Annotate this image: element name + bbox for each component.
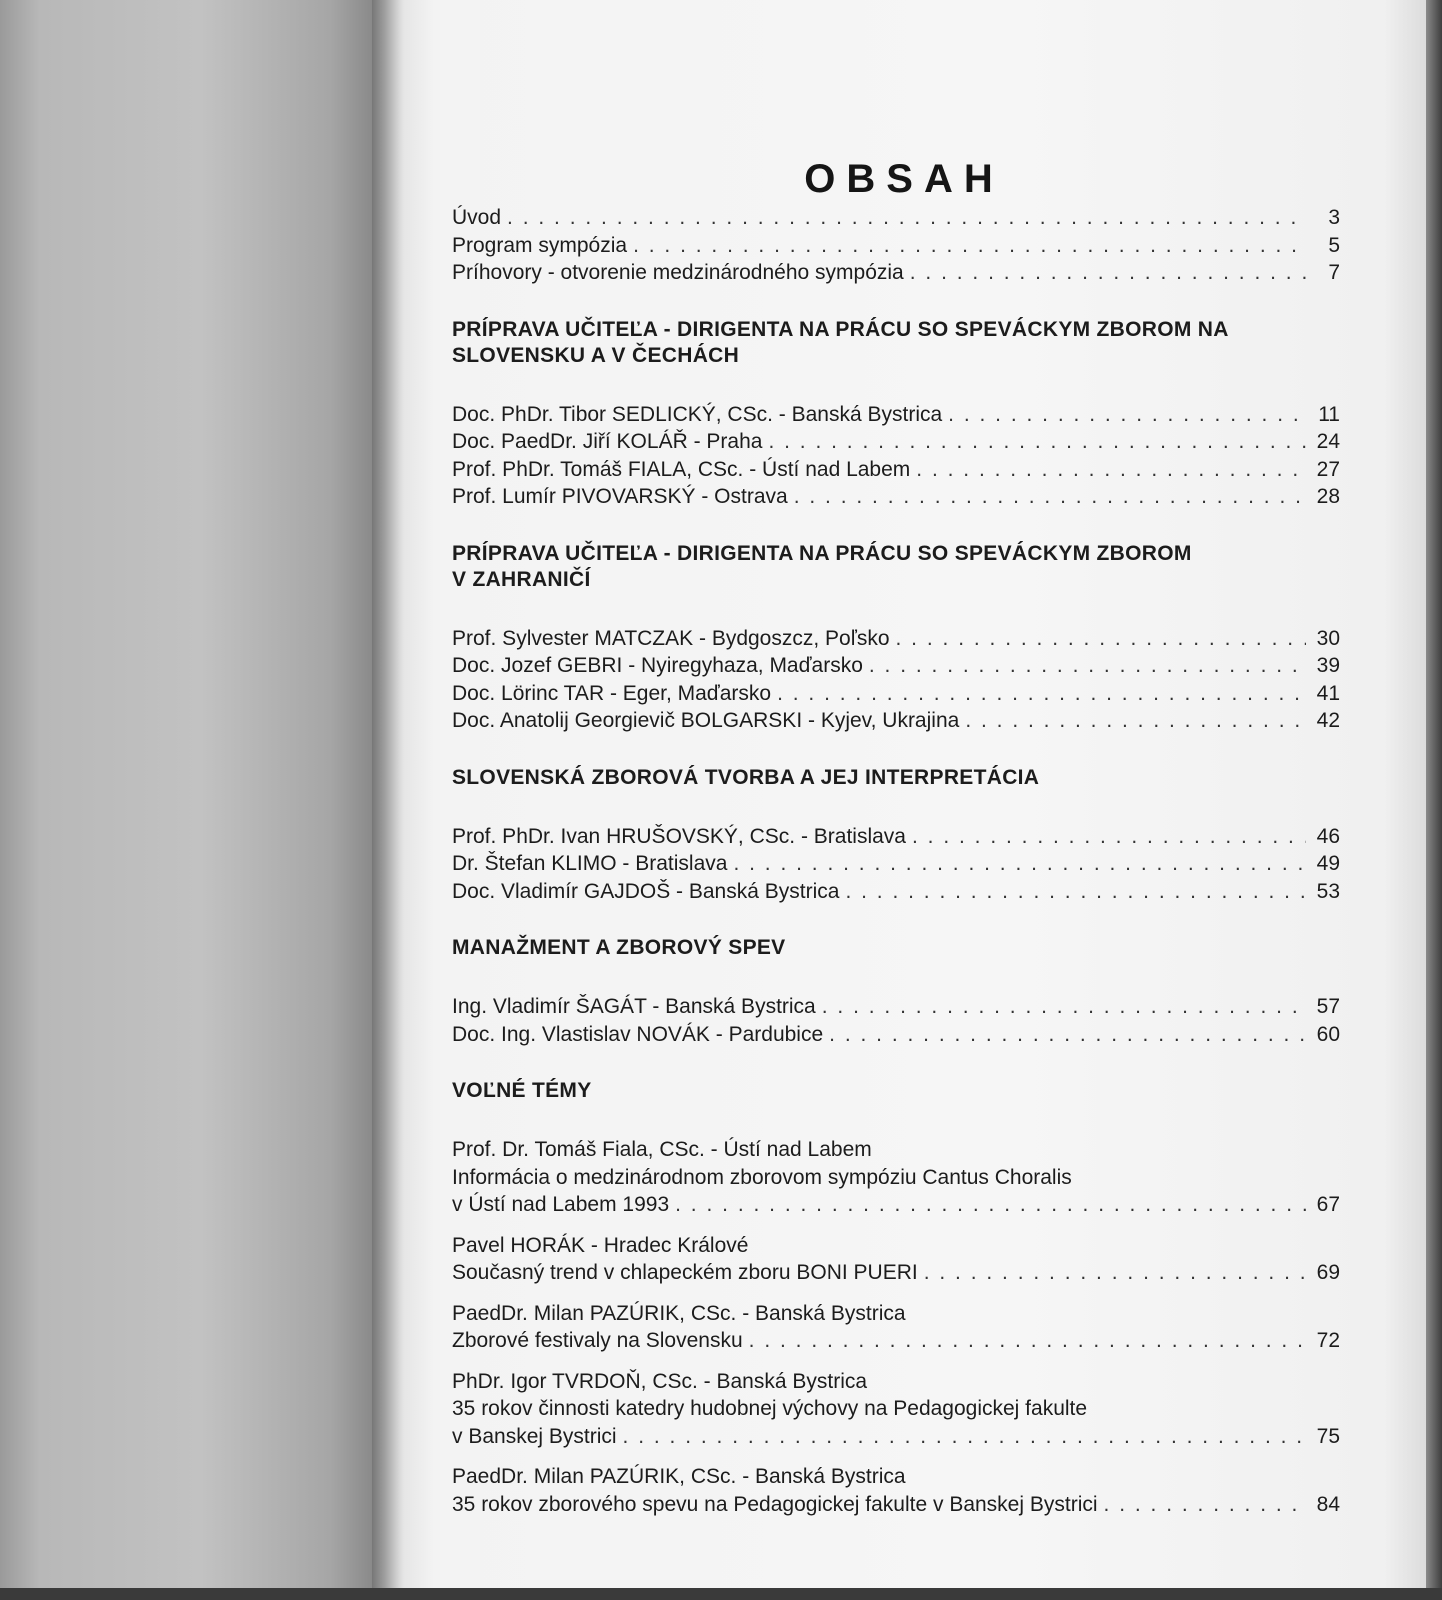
entry-page: 57 <box>1316 995 1340 1018</box>
entry-text: Doc. Anatolij Georgievič BOLGARSKI - Kyjev, Ukrajina <box>452 709 960 732</box>
page-bottom-edge <box>0 1588 1442 1600</box>
toc-topic <box>452 1136 1340 1219</box>
toc-entry <box>452 823 1340 851</box>
entry-page: 42 <box>1316 709 1340 732</box>
entry-page: 11 <box>1318 402 1340 426</box>
entry-page: 72 <box>1316 1329 1340 1352</box>
dot-leader <box>916 456 1306 484</box>
dot-leader <box>869 652 1306 680</box>
entry-text: Prof. Sylvester MATCZAK - Bydgoszcz, Poľsko <box>452 626 890 650</box>
dot-leader <box>822 993 1306 1021</box>
toc-entry <box>452 1259 1340 1287</box>
dot-leader <box>675 1191 1306 1219</box>
dot-leader <box>948 401 1306 429</box>
toc-entry <box>452 456 1340 484</box>
entry-page: 75 <box>1316 1424 1340 1448</box>
entry-text: Doc. PaedDr. Jiří KOLÁŘ - Praha <box>452 430 763 453</box>
entry-text: Dr. Štefan KLIMO - Bratislava <box>452 852 728 875</box>
dot-leader <box>896 625 1306 653</box>
section-title <box>452 541 1340 593</box>
entry-page: 3 <box>1328 206 1340 229</box>
toc-entry <box>452 850 1340 878</box>
entry-page: 39 <box>1316 654 1340 677</box>
entry-text: Príhovory - otvorenie medzinárodného sympózia <box>452 261 904 284</box>
section-title-line: V ZAHRANIČÍ <box>452 567 591 591</box>
dot-leader <box>912 823 1306 851</box>
topic-line: PhDr. Igor TVRDOŇ, CSc. - Banská Bystrica <box>452 1369 868 1393</box>
entry-text: Zborové festivaly na Slovensku <box>452 1329 743 1352</box>
toc-entry <box>452 625 1340 653</box>
section-entries <box>452 993 1340 1048</box>
dot-leader <box>777 680 1306 708</box>
topic-line: 35 rokov činnosti katedry hudobnej výchovy na Pedagogickej fakulte <box>452 1397 1088 1420</box>
entry-page: 67 <box>1316 1193 1340 1216</box>
topic-line: PaedDr. Milan PAZÚRIK, CSc. - Banská Bystrica <box>452 1301 906 1325</box>
entry-page: 46 <box>1316 824 1340 848</box>
entry-text: Doc. Jozef GEBRI - Nyiregyhaza, Maďarsko <box>452 654 863 677</box>
entry-text: Doc. Ing. Vlastislav NOVÁK - Pardubice <box>452 1022 824 1046</box>
entry-text: v Ústí nad Labem 1993 <box>452 1193 670 1216</box>
section-title <box>452 1078 1340 1104</box>
entry-text: Doc. Vladimír GAJDOŠ - Banská Bystrica <box>452 879 840 903</box>
dot-leader <box>507 204 1306 232</box>
section-title-line: PRÍPRAVA UČITEĽA - DIRIGENTA NA PRÁCU SO SPEVÁCKYM ZBOROM <box>452 541 1192 565</box>
entry-text: Současný trend v chlapeckém zboru BONI PUERI <box>452 1261 918 1284</box>
page-title: OBSAH <box>804 156 1004 201</box>
dot-leader <box>829 1021 1306 1049</box>
entry-text: Prof. Lumír PIVOVARSKÝ - Ostrava <box>452 485 788 508</box>
toc-entry <box>452 401 1340 429</box>
toc-entry <box>452 428 1340 456</box>
entry-text: Doc. PhDr. Tibor SEDLICKÝ, CSc. - Banská Bystrica <box>452 402 943 426</box>
intro-entries <box>452 204 1340 287</box>
book-gutter <box>372 0 406 1600</box>
section-title-line: SLOVENSKÁ ZBOROVÁ TVORBA A JEJ INTERPRETÁCIA <box>452 765 1040 789</box>
dot-leader <box>910 259 1306 287</box>
section-title <box>452 935 1340 961</box>
entry-page: 27 <box>1316 457 1340 481</box>
toc-entry <box>452 1021 1340 1049</box>
toc-topic <box>452 1368 1340 1451</box>
entry-page: 69 <box>1316 1261 1340 1284</box>
toc-entry <box>452 1191 1340 1219</box>
entry-page: 24 <box>1316 430 1340 453</box>
section-entries <box>452 625 1340 735</box>
toc-entry <box>452 232 1340 260</box>
dot-leader <box>794 483 1306 511</box>
entry-text: Prof. PhDr. Ivan HRUŠOVSKÝ, CSc. - Bratislava <box>452 824 906 848</box>
entry-page: 53 <box>1316 879 1340 903</box>
table-of-contents <box>452 204 1340 1518</box>
section-title-line: SLOVENSKU A V ČECHÁCH <box>452 343 740 367</box>
toc-topic <box>452 1300 1340 1355</box>
entry-page: 60 <box>1316 1022 1340 1046</box>
dot-leader <box>633 232 1306 260</box>
toc-entry <box>452 259 1340 287</box>
section-title <box>452 765 1340 791</box>
toc-entry <box>452 993 1340 1021</box>
entry-page: 7 <box>1328 261 1340 284</box>
dot-leader <box>1104 1491 1306 1519</box>
topic-line: Pavel HORÁK - Hradec Králové <box>452 1233 749 1257</box>
toc-entry <box>452 652 1340 680</box>
entry-text: v Banskej Bystrici <box>452 1424 617 1448</box>
entry-page: 49 <box>1316 852 1340 875</box>
topic-line: Prof. Dr. Tomáš Fiala, CSc. - Ústí nad Labem <box>452 1138 872 1161</box>
toc-entry <box>452 204 1340 232</box>
toc-entry <box>452 483 1340 511</box>
entry-text: Program sympózia <box>452 233 628 257</box>
section-title-line: MANAŽMENT A ZBOROVÝ SPEV <box>452 936 786 959</box>
entry-page: 28 <box>1316 485 1340 508</box>
dot-leader <box>768 428 1306 456</box>
dot-leader <box>749 1327 1306 1355</box>
entry-text: Prof. PhDr. Tomáš FIALA, CSc. - Ústí nad Labem <box>452 457 911 481</box>
toc-entry <box>452 1491 1340 1519</box>
toc-entry <box>452 680 1340 708</box>
toc-entry <box>452 878 1340 906</box>
dot-leader <box>733 850 1306 878</box>
entry-page: 30 <box>1316 626 1340 650</box>
section-entries <box>452 823 1340 906</box>
entry-text: Úvod <box>452 206 502 229</box>
toc-entry <box>452 707 1340 735</box>
left-page <box>0 0 400 1600</box>
topic-line: PaedDr. Milan PAZÚRIK, CSc. - Banská Bystrica <box>452 1465 906 1488</box>
section-title-line: PRÍPRAVA UČITEĽA - DIRIGENTA NA PRÁCU SO SPEVÁCKYM ZBOROM NA <box>452 317 1229 341</box>
dot-leader <box>845 878 1306 906</box>
dot-leader <box>623 1423 1306 1451</box>
entry-text: Ing. Vladimír ŠAGÁT - Banská Bystrica <box>452 995 816 1018</box>
section-entries <box>452 1136 1340 1518</box>
entry-page: 84 <box>1316 1492 1340 1516</box>
entry-text: Doc. Lörinc TAR - Eger, Maďarsko <box>452 681 772 705</box>
toc-topic <box>452 1232 1340 1287</box>
dot-leader <box>924 1259 1306 1287</box>
topic-line: Informácia o medzinárodnom zborovom sympóziu Cantus Choralis <box>452 1165 1072 1189</box>
entry-page: 41 <box>1316 681 1340 705</box>
page-edge <box>1426 0 1442 1600</box>
toc-entry <box>452 1423 1340 1451</box>
section-title-line: VOĽNÉ TÉMY <box>452 1079 592 1102</box>
entry-page: 5 <box>1328 233 1340 257</box>
dot-leader <box>965 707 1306 735</box>
section-entries <box>452 401 1340 511</box>
toc-entry <box>452 1327 1340 1355</box>
entry-text: 35 rokov zborového spevu na Pedagogickej fakulte v Banskej Bystrici <box>452 1492 1098 1516</box>
toc-topic <box>452 1463 1340 1518</box>
section-title <box>452 317 1340 369</box>
